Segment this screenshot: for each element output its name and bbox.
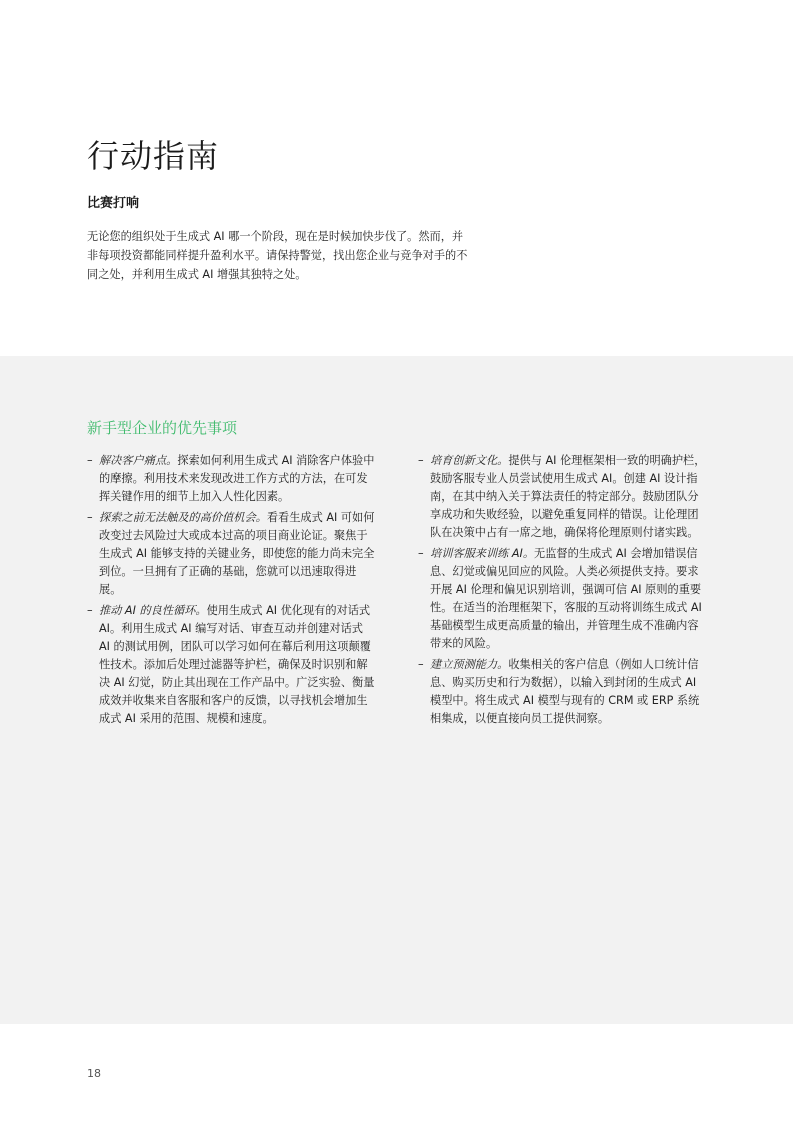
priority-item — [418, 656, 706, 728]
bullet-dash: – — [87, 511, 93, 524]
bullet-dash: – — [418, 547, 424, 560]
priority-lead: 推动 AI 的良性循环。 — [99, 604, 207, 617]
priorities-left-column — [87, 452, 375, 731]
priority-lead: 培育创新文化。 — [430, 454, 509, 467]
bullet-dash: – — [418, 658, 424, 671]
priorities-title: 新手型企业的优先事项 — [87, 419, 238, 437]
priority-item — [87, 452, 375, 506]
page-title: 行动指南 — [87, 137, 220, 175]
priority-lead: 培训客服来训练 AI。 — [430, 547, 535, 560]
priority-text: 探索如何利用生成式 AI 消除客户体验中的摩擦。利用技术来发现改进工作方式的方法，在可发挥关键作用的细节上加入人性化因素。 — [99, 454, 375, 503]
intro-paragraph: 无论您的组织处于生成式 AI 哪一个阶段，现在是时候加快步伐了。然而，并非每项投资都能同样提升盈利水平。请保持警觉，找出您企业与竞争对手的不同之处，并利用生成式 AI 增强其独特之处。 — [87, 230, 468, 281]
priority-item — [87, 602, 375, 728]
section-heading: 比赛打响 — [87, 196, 140, 211]
priority-text: 无监督的生成式 AI 会增加错误信息、幻觉或偏见回应的风险。人类必须提供支持。要求开展 AI 伦理和偏见识别培训，强调可信 AI 原则的重要性。在适当的治理框架下，客服的互动将训练生成式 AI 基础模型生成更高质量的输出，并管理生成不准确内容带来的风险。 — [430, 547, 702, 650]
priority-text: 收集相关的客户信息（例如人口统计信息、购买历史和行为数据），以输入到封闭的生成式 AI 模型中。将生成式 AI 模型与现有的 CRM 或 ERP 系统相集成，以便直接向员工提供洞察。 — [430, 658, 700, 725]
priority-lead: 探索之前无法触及的高价值机会。 — [99, 511, 267, 524]
bullet-dash: – — [87, 604, 93, 617]
priority-text: 使用生成式 AI 优化现有的对话式 AI。利用生成式 AI 编写对话、审查互动并创建对话式 AI 的测试用例，团队可以学习如何在幕后利用这项颠覆性技术。添加后处理过滤器等护栏，确保及时识别和解决 AI 幻觉，防止其出现在工作产品中。广泛实验、衡量成效并收集来自客服和客户的反馈，以寻找机会增加生成式 AI 采用的范围、规模和速度。 — [99, 604, 375, 725]
priority-lead: 建立预测能力。 — [430, 658, 509, 671]
priorities-right-column — [418, 452, 706, 731]
priority-text: 看看生成式 AI 可如何改变过去风险过大或成本过高的项目商业论证。聚焦于生成式 AI 能够支持的关键业务，即使您的能力尚未完全到位。一旦拥有了正确的基础，您就可以迅速取得进展。 — [99, 511, 375, 596]
priority-item — [87, 509, 375, 599]
priority-item — [418, 452, 706, 542]
priority-item — [418, 545, 706, 653]
bullet-dash: – — [87, 454, 93, 467]
page-number: 18 — [87, 1067, 101, 1080]
bullet-dash: – — [418, 454, 424, 467]
priority-text: 提供与 AI 伦理框架相一致的明确护栏，鼓励客服专业人员尝试使用生成式 AI。创建 AI 设计指南，在其中纳入关于算法责任的特定部分。鼓励团队分享成功和失败经验，以避免重复同样的错误。让伦理团队在决策中占有一席之地，确保将伦理原则付诸实践。 — [430, 454, 706, 539]
priority-lead: 解决客户痛点。 — [99, 454, 178, 467]
